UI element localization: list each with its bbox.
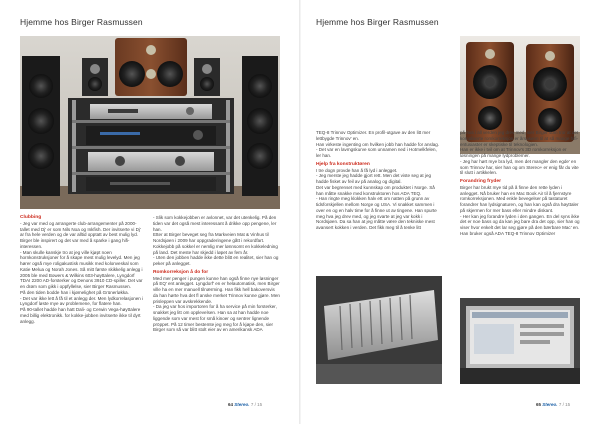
paragraph: Det var begrenset med kunnskap om produktet i Norge. Så han måtte snakke med konstruktoren hos ADA TEQ. [316,184,435,196]
amplifier-photo [316,276,442,384]
subheading-forandring: Forandring fryder [460,179,502,184]
subheading-romkorreksjon: Romkorreksjon å do for [153,269,209,275]
amplifier-illustration [316,276,442,384]
issue-number: 7 / 15 [250,402,263,407]
page-number: 64 [228,402,234,407]
paragraph: - Det var ikke lett å få til et anlegg der. Men lydkorrelasjonen i Lyngdorf løste mye av problemene, for flatere han. [20,295,144,307]
paragraph: - Det var en lavmgskurve som unnamen ned i Hotmelkfelen, ler han. [316,147,437,158]
laptop-photo [460,298,580,384]
paragraph: I tre dogn provde han å få lyd i anlegget. [316,167,398,173]
paragraph: Birger ble inspirert og det var med å sparke i gang hifi-interessen. [20,238,130,249]
hifi-rack-illustration [20,36,280,209]
paragraph: Han er ikke i tvil om at Trinnov's 3D romkorreksjon er løsningen på mange lydproblemer. [460,147,567,158]
issue-number: 7 / 15 [558,402,571,407]
paragraph: - Her kan jeg forandre lyden i den gangen. En del syns ikke det er noe bass og da kan jeg bare dra det opp, sier han og viser hvor enkelt det lar seg gjøre på den bærbare Mac' en. [460,213,580,230]
paragraph: - Jeg merste jeg hadde gjort rett. Men det viste seg at jeg hadde fisket av feil av på analog og digital. [316,173,431,184]
paragraph: på hva i all verden jeg drev med, sier Birger som tror at det kompliserte romkorreksjon er årsakenn til at så mange hifi-entusiaster er skeptiske til teknologien. [460,130,579,147]
paragraph: Han bruker også ADA TEQ-8 Trinnov Optimizer [460,230,556,236]
paragraph: Med mer penger i pungen kunne han også finne nye løsninger på EQ' ent anlegget. Lyngdorf' en er helautomatisk, men Birger ville ha en mer manuell tilnærming. Han fikk hell bakoversvis da han hørte hva det fl anske merket Trinnov kunne gjøre. Men prisleppen var avskrekkende. [153,275,280,304]
paragraph: - Jeg har hørt mye bra lyd, men det mangler den egde' en som Trinnov har, sier han og om Stereo+ er enig får du vite til slutt i artikkelen. [460,158,579,176]
right-page-column-1 [316,130,442,231]
laptop-illustration [460,298,580,384]
right-page-footer [536,402,570,407]
stereo-logo: Stereo. [542,402,558,407]
left-page-column-2 [153,215,280,333]
paragraph: - Slik som kokkejobben er avlonnet, var det utenkelig. På den tiden var det også mest interessant å drikke opp pengene, ler han. [153,215,277,232]
paragraph: Birger har brukt mye tid på å finne den rette lyden i anlegget. Nå bruker han en Mac Book Air til å fjernstyre romkorreksjonen. Med enkle bevegelser på tastaturet forandrer han lydsignaturen, og han kan også dra høyttaler på skjermen for mer bass eller mindre diskant. [460,184,579,213]
right-page [300,0,600,424]
paragraph: På 90-tallet hadde han hatt Dali- og Cerwin Vega-høyttalere med billig elektronikk. for kokke-jobben invitserte ikke til dyrt anlegg. [20,307,141,324]
left-page-column-1 [20,215,145,324]
paragraph: - Man skulle kanskje tro at jeg ville kjøpt noen hornkonstruksjoner for å skape mest mulig levelyd. Men jeg hører også mye roligakustisk musikk med kolonveskal som Katie Melua og Norah Jones. Så mitt første skikkelig anlegg i 2005 ble med Bowers & Wilkins 603-høyttalere, Lyngdorf TDAI 2200 AD-forsterker og Denons 3910 CD-spiller. Det var en drøm som gikk i oppfyllelse, sier Birger Rasmussen. [20,249,143,289]
running-head-left: Hjemme hos Birger Rasmussen [20,17,143,27]
paragraph: - Jeg var med og arrangerte club-arrangementer på 2000-tallet med Dj' er som Nils Noa og Inkfish. Der invitserte vi Dj' ar fra hele verden og de var alltid opptatt av best mulig lyd. [20,220,141,238]
paragraph: - Uten den jobben hadde ikke dette blitt en realitet, sier han og peker på anlegget. [153,255,279,266]
paragraph: På den tiden bodde han i kjømelighet på Grünerløkka. [20,289,129,295]
subheading-clubbing: Clubbing [20,215,42,220]
left-page-footer [228,402,262,407]
subheading-hjelp: Hjelp fra konstruktøren [316,161,370,167]
right-page-column-2 [460,130,582,237]
paragraph: Han virkeste ingenting om hvilken jobb han hadde for anslag. [316,141,440,147]
running-head-right: Hjemme hos Birger Rasmussen [316,17,439,27]
paragraph: - Han ringte meg klokken halv ett om natten på grunn av tidsforskjellen mellom Norge og USA. Vi snakket sammen i over en og en halv time for å finne ut av tingene. Han spurte meg hva jeg drev med, og jeg svarte at jeg var kokk i Nordsjøen. Da sa han at jeg måtte være den tekniske mest avansert kokken i verden. Det fikk meg til å tenke litt [316,196,437,230]
paragraph: TEQ-8 Trinnov Optimizer. En profil-utgave av den litt mer lettbygde Trinnov' en. [316,130,431,141]
paragraph: - Da jeg var hos importoren for å ha service på min forsterker, snakket jeg litt om opplevelsen. Han sa at han hadde noe liggende som var mest for små kinoer og sentrer lignende pröppet. På 12 timer bestemte jeg meg for å kjøpe den, sier Birger som så var blitt stolt eier av en amerikansk ADA [153,304,277,333]
stereo-logo: Stereo. [234,402,250,407]
page-number: 65 [536,402,542,407]
hifi-rack-photo [20,36,280,209]
paragraph: Etter at Birger beveget seg fra Markveien Mat & Vinhus til Nordsjøen i 2009 har oppgraderingene gått i rekordfart. Kokkejobb på sokkel er nemlig mer lønnsomt en kokkeledning på land. Det meste har skjedd i løpet av fem år. [153,232,278,255]
